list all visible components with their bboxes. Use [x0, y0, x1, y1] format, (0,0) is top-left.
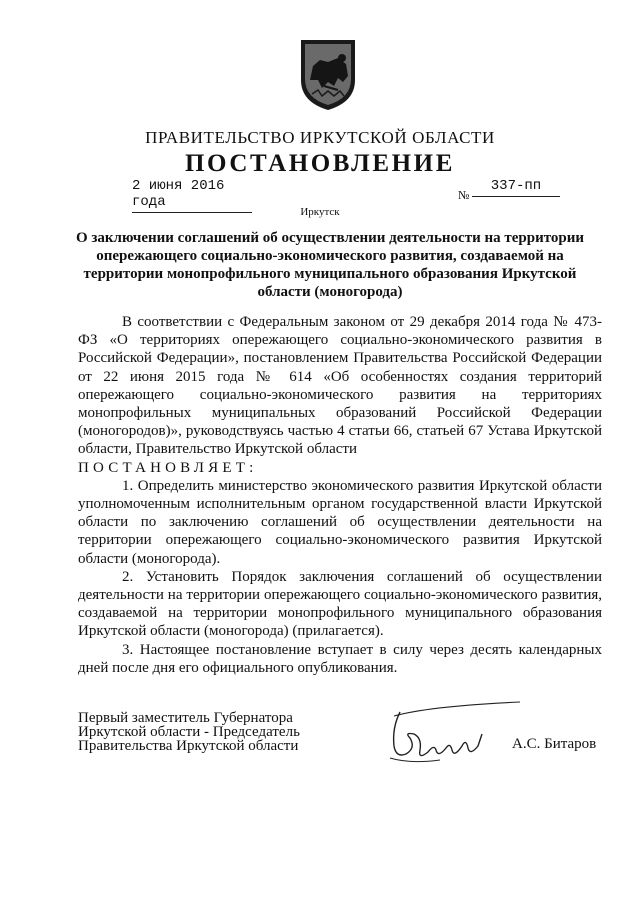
document-number: 337-пп [472, 178, 560, 197]
organization-name: ПРАВИТЕЛЬСТВО ИРКУТСКОЙ ОБЛАСТИ [145, 128, 495, 147]
signatory-position [78, 711, 300, 753]
signatory-position-line: Первый заместитель Губернатора [78, 710, 293, 726]
coat-of-arms-icon [298, 36, 358, 112]
handwritten-signature-icon [370, 698, 530, 766]
item-paragraph-1: 1. Определить министерство экономического развития Иркутской области уполномоченным исполнительным органом государственной власти Иркутской области по заключению соглашений об осуществлении деятельности на территории опережающего социально-экономического развития Иркутской области (моногорода). [78, 477, 602, 567]
item-paragraph-2: 2. Установить Порядок заключения соглашений об осуществлении деятельности на территории опережающего социально-экономического развития, создаваемой на территории монопрофильного муниципального образования Иркутской области (моногорода) (прилагается). [78, 568, 602, 640]
preamble-paragraph: В соответствии с Федеральным законом от 29 декабря 2014 года № 473-ФЗ «О территориях опережающего социально-экономического развития в Российской Федерации», постановлением Правительства Российской Федерации от 22 июня 2015 года № 614 «Об особенностях создания территорий опережающего социально-экономического развития на территориях монопрофильных муниципальных образований Российской Федерации (моногородов)», руководствуясь частью 4 статьи 66, статьей 67 Устава Иркутской области, Правительство Иркутской области [78, 314, 602, 458]
signatory-name: А.С. Битаров [512, 736, 597, 752]
document-body [78, 313, 602, 677]
document-title: О заключении соглашений об осуществлении деятельности на территории опережающего социально-экономического развития, создаваемой на территории монопрофильного муниципального образования Иркутской области (моногорода) [75, 230, 585, 300]
document-date: 2 июня 2016 года [132, 178, 252, 213]
item-paragraph-3: 3. Настоящее постановление вступает в силу через десять календарных дней после дня его официального опубликования. [78, 641, 602, 676]
signatory-position-line: Правительства Иркутской области [78, 738, 299, 754]
number-sign: № [458, 188, 470, 202]
city: Иркутск [300, 206, 340, 218]
signatory-position-line: Иркутской области - Председатель [78, 724, 300, 740]
decree-word: ПОСТАНОВЛЯЕТ: [78, 459, 258, 476]
document-type: ПОСТАНОВЛЕНИЕ [184, 150, 456, 177]
